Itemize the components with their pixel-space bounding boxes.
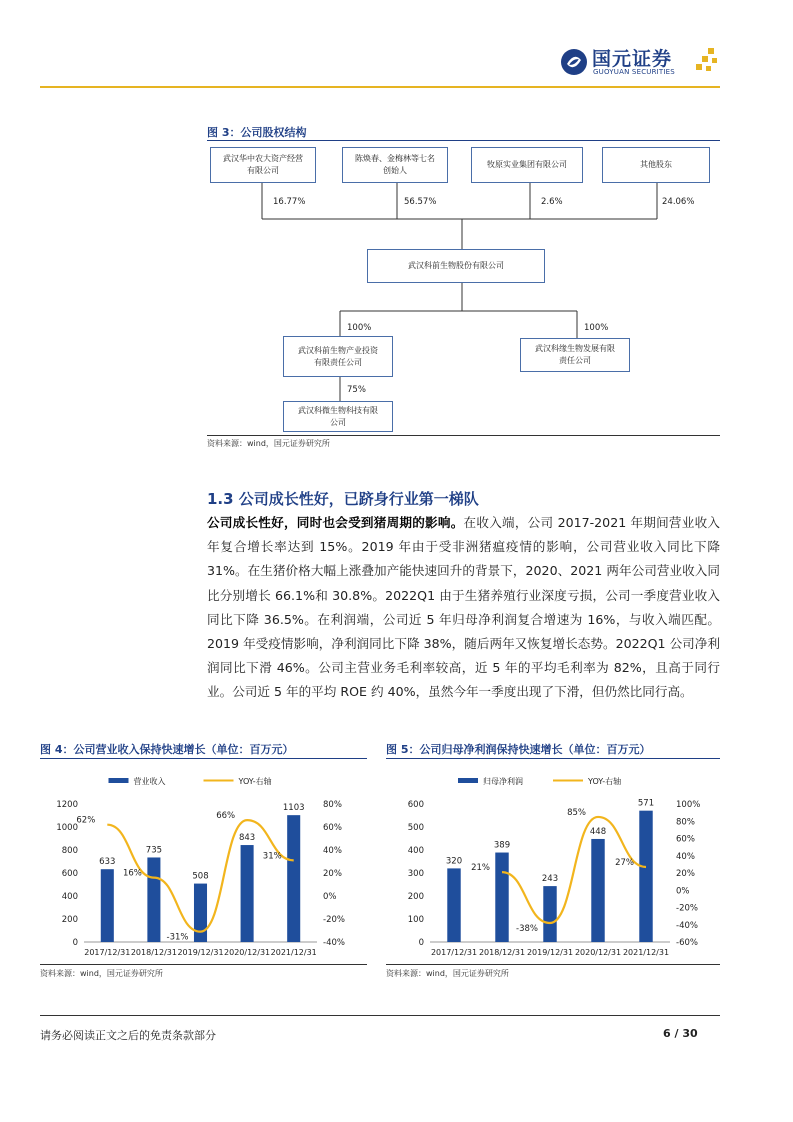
revenue-category-label: 2020/12/31 — [224, 948, 271, 957]
subsidiary-2-line1: 武汉科缘生物发展有限 — [535, 344, 615, 353]
footer-disclaimer: 请务必阅读正文之后的免责条款部分 — [40, 1029, 216, 1042]
subsidiary-box-1 — [283, 336, 393, 377]
revenue-right-tick: 60% — [323, 823, 342, 833]
revenue-yoy-label: 62% — [76, 815, 96, 826]
revenue-bar-label: 843 — [238, 833, 256, 844]
shareholder-1-line1: 武汉华中农大资产经营 — [223, 154, 303, 163]
fig4-title: 图 4：公司营业收入保持快速增长（单位：百万元） — [40, 743, 294, 756]
grandchild-pct: 75% — [347, 385, 366, 395]
profit-category-label: 2021/12/31 — [622, 948, 670, 957]
profit-bar-label: 320 — [445, 856, 463, 867]
profit-yoy-label: 85% — [567, 807, 586, 818]
fig5-source: 资料来源：wind，国元证券研究所 — [386, 969, 509, 978]
revenue-yoy-label: -31% — [166, 932, 189, 943]
revenue-category-label: 2017/12/31 — [84, 948, 131, 957]
revenue-legend-bar-swatch — [109, 778, 129, 783]
revenue-category-label: 2019/12/31 — [177, 948, 224, 957]
profit-right-tick: 100% — [676, 800, 701, 810]
revenue-bar — [241, 845, 254, 942]
profit-category-label: 2020/12/31 — [574, 948, 622, 957]
profit-bar — [495, 853, 508, 942]
revenue-left-tick: 0 — [72, 938, 78, 948]
profit-left-tick: 500 — [407, 823, 424, 833]
profit-legend-line-label: YOY-右轴 — [588, 777, 622, 786]
profit-bar-label: 243 — [541, 874, 559, 885]
net-profit-chart — [386, 762, 720, 962]
profit-legend-bar-swatch — [458, 778, 478, 783]
org-chart — [207, 141, 720, 436]
shareholder-2-line1: 陈焕春、金梅林等七名 — [355, 154, 435, 163]
logo-subtext: GUOYUAN SECURITIES — [593, 68, 675, 76]
profit-bar-label: 571 — [637, 798, 655, 809]
revenue-category-label: 2018/12/31 — [130, 948, 177, 957]
revenue-right-tick: 0% — [323, 892, 337, 902]
logo-text: 国元证券 — [592, 48, 673, 70]
shareholder-box-1 — [210, 147, 316, 183]
profit-category-label: 2019/12/31 — [526, 948, 574, 957]
revenue-left-tick: 400 — [61, 892, 78, 902]
revenue-left-tick: 1200 — [56, 800, 78, 810]
shareholder-4-line1: 其他股东 — [640, 160, 672, 169]
profit-left-tick: 300 — [407, 869, 424, 879]
revenue-yoy-label: 16% — [122, 868, 142, 879]
paragraph-lead: 公司成长性好，同时也会受到猪周期的影响。 — [207, 515, 464, 530]
revenue-left-tick: 200 — [61, 915, 78, 925]
revenue-bar — [147, 857, 160, 942]
fig4-source: 资料来源：wind，国元证券研究所 — [40, 969, 163, 978]
revenue-chart — [40, 762, 367, 962]
revenue-yoy-label: 66% — [216, 811, 236, 822]
section-heading: 1.3 公司成长性好，已跻身行业第一梯队 — [207, 490, 479, 508]
paragraph-body: 在收入端，公司 2017-2021 年期间营业收入年复合增长率达到 15%。2019 年由于受非洲猪瘟疫情的影响，公司营业收入同比下降 31%。在生猪价格大幅上涨叠加产能快速回升的背景下，2020、2021 两年公司营业收入同比分别增长 66.1%和 30.8%。2022Q1 由于生猪养殖行业深度亏损，公司一季度营业收入同比下降 36.5%。在利润端，公司近 5 年归母净利润复合增速为 16%，与收入端匹配。2019 年受疫情影响，净利润同比下降 38%，随后两年又恢复增长态势。2022Q1 公司净利润同比下滑 46%。公司主营业务毛利率较高，近 5 年的平均毛利率为 82%，且高于同行业。公司近 5 年的平均 ROE 约 40%，虽然今年一季度出现了下滑，但仍然比同行高。 — [207, 515, 721, 700]
shareholder-1-pct: 16.77% — [273, 197, 306, 207]
profit-legend-bar-label: 归母净利润 — [483, 777, 523, 786]
profit-left-tick: 200 — [407, 892, 424, 902]
profit-bar-label: 448 — [589, 826, 607, 837]
shareholder-2-line2: 创始人 — [383, 166, 407, 175]
grandchild-line2: 公司 — [330, 417, 346, 427]
profit-left-tick: 100 — [407, 915, 424, 925]
revenue-legend-bar-label: 营业收入 — [133, 777, 166, 786]
profit-left-tick: 0 — [418, 938, 424, 948]
shareholder-box-2 — [342, 147, 448, 183]
revenue-right-tick: -40% — [323, 938, 345, 948]
fig4-bottom-rule — [40, 964, 367, 965]
profit-bar-label: 389 — [493, 840, 511, 851]
grandchild-box — [283, 401, 393, 432]
shareholder-1-line2: 有限公司 — [247, 166, 279, 175]
profit-category-label: 2017/12/31 — [430, 948, 478, 957]
profit-right-tick: 40% — [676, 851, 695, 862]
fig4-title-rule — [40, 758, 367, 759]
revenue-bar-label: 1103 — [282, 803, 305, 814]
revenue-right-tick: -20% — [323, 915, 345, 925]
revenue-right-tick: 20% — [323, 869, 342, 879]
grandchild-line1: 武汉科微生物科技有限 — [298, 405, 378, 415]
subsidiary-box-2 — [520, 338, 630, 372]
shareholder-3-pct: 2.6% — [541, 197, 563, 207]
fig3-source: 资料来源：wind，国元证券研究所 — [207, 439, 330, 448]
profit-left-tick: 400 — [407, 846, 424, 856]
revenue-left-tick: 600 — [61, 869, 78, 879]
fig3-title: 图 3：公司股权结构 — [207, 126, 307, 139]
fig5-title: 图 5：公司归母净利润保持快速增长（单位：百万元） — [386, 743, 651, 756]
profit-right-tick: 20% — [676, 869, 695, 879]
subsidiary-1-line1: 武汉科前生物产业投资 — [298, 345, 378, 355]
revenue-bar — [194, 884, 207, 942]
shareholder-box-4 — [602, 147, 710, 183]
page-number: 6 / 30 — [663, 1027, 698, 1040]
company-name: 武汉科前生物股份有限公司 — [408, 261, 504, 270]
profit-yoy-label: 27% — [615, 857, 634, 868]
revenue-left-tick: 1000 — [56, 823, 78, 833]
revenue-category-label: 2021/12/31 — [270, 948, 317, 957]
profit-left-tick: 600 — [407, 800, 424, 810]
revenue-legend-line-label: YOY-右轴 — [238, 777, 272, 786]
revenue-yoy-label: 31% — [262, 851, 282, 862]
revenue-bar-label: 633 — [99, 857, 116, 868]
profit-yoy-line — [502, 817, 646, 923]
profit-right-tick: -20% — [676, 903, 698, 914]
shareholder-box-3 — [471, 147, 583, 183]
subsidiary-1-pct: 100% — [347, 323, 372, 333]
subsidiary-2-pct: 100% — [584, 323, 609, 333]
profit-right-tick: 0% — [676, 886, 690, 897]
company-box — [367, 249, 545, 283]
profit-bar — [543, 886, 556, 942]
profit-bar — [447, 868, 460, 942]
fig5-bottom-rule — [386, 964, 720, 965]
footer-rule — [40, 1015, 720, 1016]
shareholder-2-pct: 56.57% — [404, 197, 437, 207]
shareholder-4-pct: 24.06% — [662, 197, 695, 207]
shareholder-3-line1: 牧原实业集团有限公司 — [487, 160, 567, 169]
org-chart-connectors — [207, 141, 720, 436]
profit-right-tick: -60% — [676, 938, 698, 948]
fig3-bottom-rule — [207, 435, 720, 436]
revenue-right-tick: 80% — [323, 800, 342, 810]
profit-yoy-label: 21% — [471, 863, 490, 874]
profit-right-tick: 60% — [676, 834, 695, 845]
revenue-bar-label: 508 — [192, 871, 209, 882]
profit-bar — [639, 811, 652, 942]
fig5-title-rule — [386, 758, 720, 759]
profit-yoy-label: -38% — [516, 924, 538, 935]
revenue-right-tick: 40% — [323, 846, 342, 856]
revenue-bar — [287, 815, 300, 942]
logo-decoration-icon — [694, 46, 720, 76]
revenue-bar-label: 735 — [145, 845, 163, 856]
profit-category-label: 2018/12/31 — [478, 948, 526, 957]
logo-icon — [560, 48, 588, 76]
profit-bar — [591, 839, 604, 942]
revenue-bar — [101, 869, 114, 942]
subsidiary-1-line2: 有限责任公司 — [314, 357, 362, 367]
section-paragraph — [207, 511, 720, 705]
profit-right-tick: 80% — [676, 817, 695, 828]
profit-right-tick: -40% — [676, 920, 698, 931]
header-rule — [40, 86, 720, 88]
subsidiary-2-line2: 责任公司 — [559, 356, 591, 365]
revenue-left-tick: 800 — [61, 846, 78, 856]
